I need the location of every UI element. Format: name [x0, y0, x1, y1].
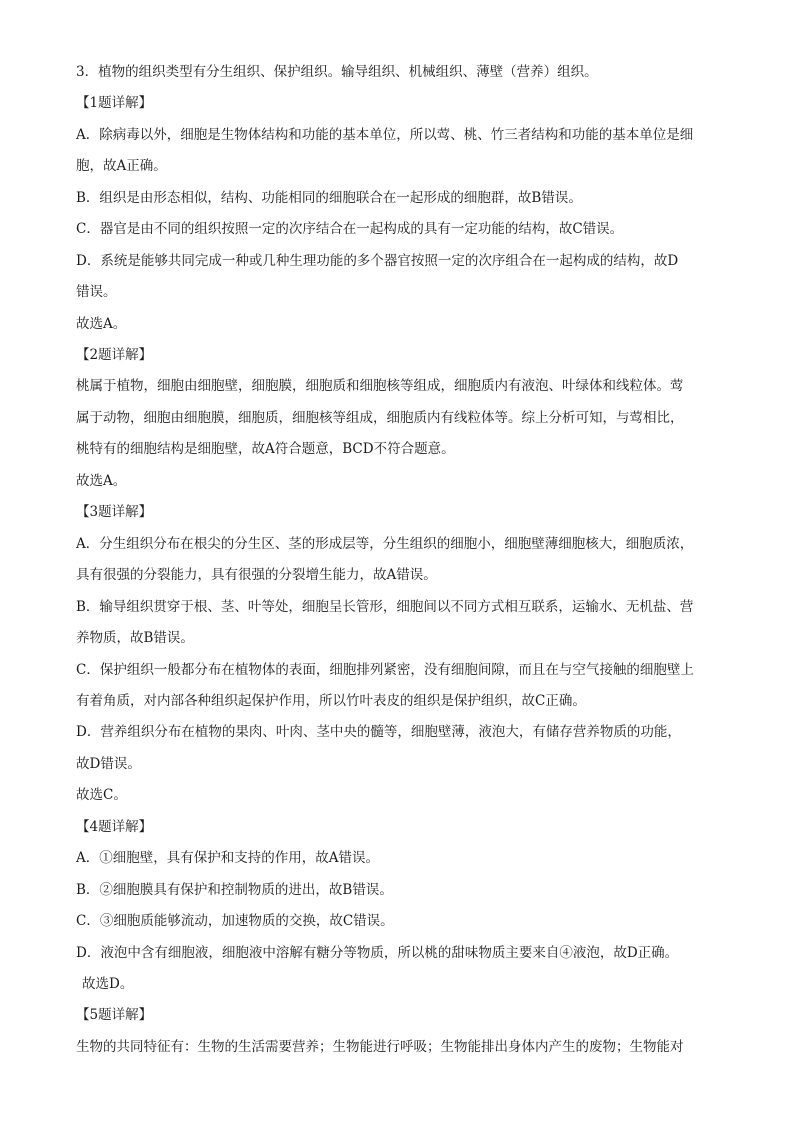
text-line: 故D错误。	[76, 756, 141, 772]
text-line: B．输导组织贯穿于根、茎、叶等处，细胞呈长管形，细胞间以不同方式相互联系，运输水、无机盐、营	[76, 599, 694, 615]
text-line: 错误。	[76, 284, 117, 300]
text-line: C．③细胞质能够流动，加速物质的交换，故C错误。	[76, 913, 394, 929]
text-line: B．②细胞膜具有保护和控制物质的进出，故B错误。	[76, 882, 393, 898]
text-line: 故选D。	[82, 976, 134, 992]
text-line: C．器官是由不同的组织按照一定的次序结合在一起构成的具有一定功能的结构，故C错误。	[76, 221, 624, 237]
section-heading: 【3题详解】	[76, 504, 153, 520]
text-line: A．①细胞壁，具有保护和支持的作用，故A错误。	[76, 850, 379, 866]
section-heading: 【4题详解】	[76, 819, 153, 835]
text-line: D．液泡中含有细胞液，细胞液中溶解有糖分等物质，所以桃的甜味物质主要来自④液泡，故D正确。	[76, 945, 679, 961]
text-line: 故选A。	[76, 473, 127, 489]
text-line: 桃属于植物，细胞由细胞壁，细胞膜，细胞质和细胞核等组成，细胞质内有液泡、叶绿体和线粒体。莺	[76, 378, 684, 394]
text-line: D．营养组织分布在植物的果肉、叶肉、茎中央的髓等，细胞壁薄，液泡大，有储存营养物质的功能，	[76, 724, 681, 740]
text-line: B．组织是由形态相似，结构、功能相同的细胞联合在一起形成的细胞群，故B错误。	[76, 190, 582, 206]
text-line: 桃特有的细胞结构是细胞壁，故A符合题意，BCD不符合题意。	[76, 441, 455, 457]
text-line: 故选A。	[76, 316, 127, 332]
text-line: 故选C。	[76, 787, 127, 803]
section-heading: 【2题详解】	[76, 347, 153, 363]
section-heading: 【1题详解】	[76, 95, 153, 111]
text-line: 具有很强的分裂能力，具有很强的分裂增生能力，故A错误。	[76, 567, 437, 583]
text-line: D．系统是能够共同完成一种或几种生理功能的多个器官按照一定的次序组合在一起构成的结构，故D	[76, 253, 679, 269]
text-line: 有着角质，对内部各种组织起保护作用，所以竹叶表皮的组织是保护组织，故C正确。	[76, 693, 586, 709]
text-line: 3．植物的组织类型有分生组织、保护组织。输导组织、机械组织、薄壁（营养）组织。	[76, 64, 598, 80]
text-line: A．分生组织分布在根尖的分生区、茎的形成层等，分生组织的细胞小，细胞壁薄细胞核大，细胞质浓，	[76, 536, 694, 552]
text-line: 生物的共同特征有：生物的生活需要营养；生物能进行呼吸；生物能排出身体内产生的废物；生物能对	[76, 1039, 684, 1055]
text-line: C．保护组织一般都分布在植物体的表面，细胞排列紧密，没有细胞间隙，而且在与空气接触的细胞壁上	[76, 662, 694, 678]
text-line: 胞，故A正确。	[76, 158, 167, 174]
text-line: 属于动物，细胞由细胞膜，细胞质，细胞核等组成，细胞质内有线粒体等。综上分析可知，与莺相比，	[76, 410, 684, 426]
text-line: A．除病毒以外，细胞是生物体结构和功能的基本单位，所以莺、桃、竹三者结构和功能的基本单位是细	[76, 127, 694, 143]
text-line: 养物质，故B错误。	[76, 630, 194, 646]
section-heading: 【5题详解】	[76, 1007, 153, 1023]
